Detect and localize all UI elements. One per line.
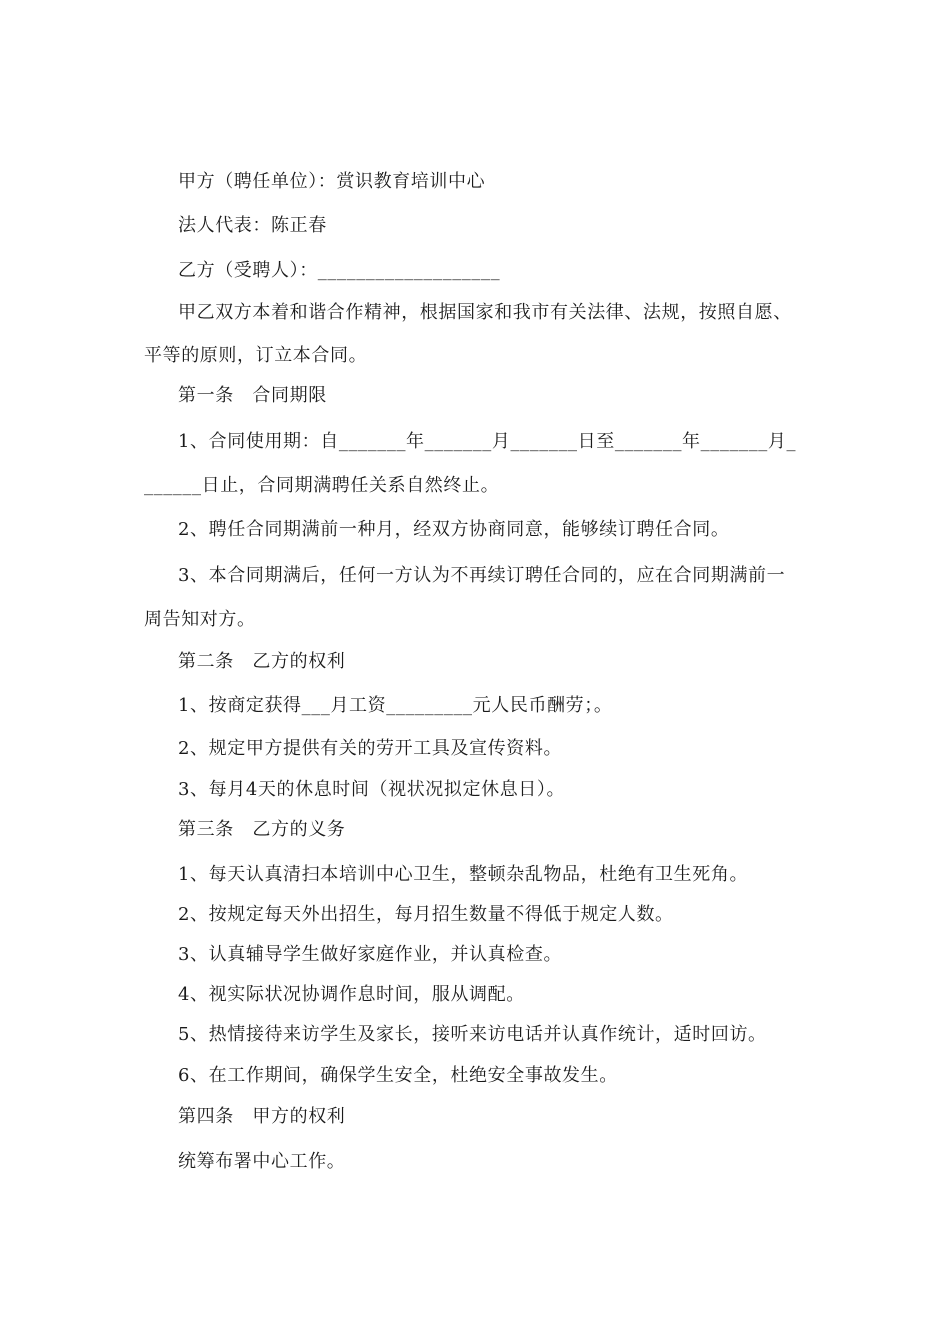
- legal-rep-line: 法人代表：陈正春: [178, 215, 327, 236]
- article-3-item-4: 4、视实际状况协调作息时间，服从调配。: [178, 984, 525, 1005]
- article-1-title: 第一条 合同期限: [178, 385, 327, 406]
- article-1-item-1-line-2: ______日止，合同期满聘任关系自然终止。: [144, 475, 500, 496]
- party-b-line: 乙方（受聘人）：___________________: [178, 260, 501, 281]
- article-1-item-1-line-1: 1、合同使用期：自_______年_______月_______日至_______年_______月_: [178, 431, 797, 452]
- article-3-item-3: 3、认真辅导学生做好家庭作业，并认真检查。: [178, 944, 563, 965]
- article-3-item-1: 1、每天认真清扫本培训中心卫生，整顿杂乱物品，杜绝有卫生死角。: [178, 864, 749, 885]
- article-1-item-3-line-2: 周告知对方。: [144, 609, 256, 630]
- article-2-item-3: 3、每月4天的休息时间（视状况拟定休息日）。: [178, 779, 566, 800]
- article-2-item-2: 2、规定甲方提供有关的劳开工具及宣传资料。: [178, 738, 563, 759]
- article-3-item-6: 6、在工作期间，确保学生安全，杜绝安全事故发生。: [178, 1065, 618, 1086]
- article-2-title: 第二条 乙方的权利: [178, 651, 346, 672]
- preamble-line-1: 甲乙双方本着和谐合作精神，根据国家和我市有关法律、法规，按照自愿、: [178, 302, 792, 323]
- article-3-title: 第三条 乙方的义务: [178, 819, 346, 840]
- article-3-item-2: 2、按规定每天外出招生，每月招生数量不得低于规定人数。: [178, 904, 674, 925]
- article-1-item-2: 2、聘任合同期满前一种月，经双方协商同意，能够续订聘任合同。: [178, 519, 730, 540]
- preamble-line-2: 平等的原则，订立本合同。: [144, 345, 368, 366]
- article-1-item-3-line-1: 3、本合同期满后，任何一方认为不再续订聘任合同的，应在合同期满前一: [178, 565, 786, 586]
- article-4-title: 第四条 甲方的权利: [178, 1106, 346, 1127]
- article-3-item-5: 5、热情接待来访学生及家长，接听来访电话并认真作统计，适时回访。: [178, 1024, 767, 1045]
- article-4-item-1: 统筹布署中心工作。: [178, 1151, 346, 1172]
- article-2-item-1: 1、按商定获得___月工资_________元人民币酬劳；。: [178, 695, 613, 716]
- party-a-line: 甲方（聘任单位）：赏识教育培训中心: [178, 171, 486, 192]
